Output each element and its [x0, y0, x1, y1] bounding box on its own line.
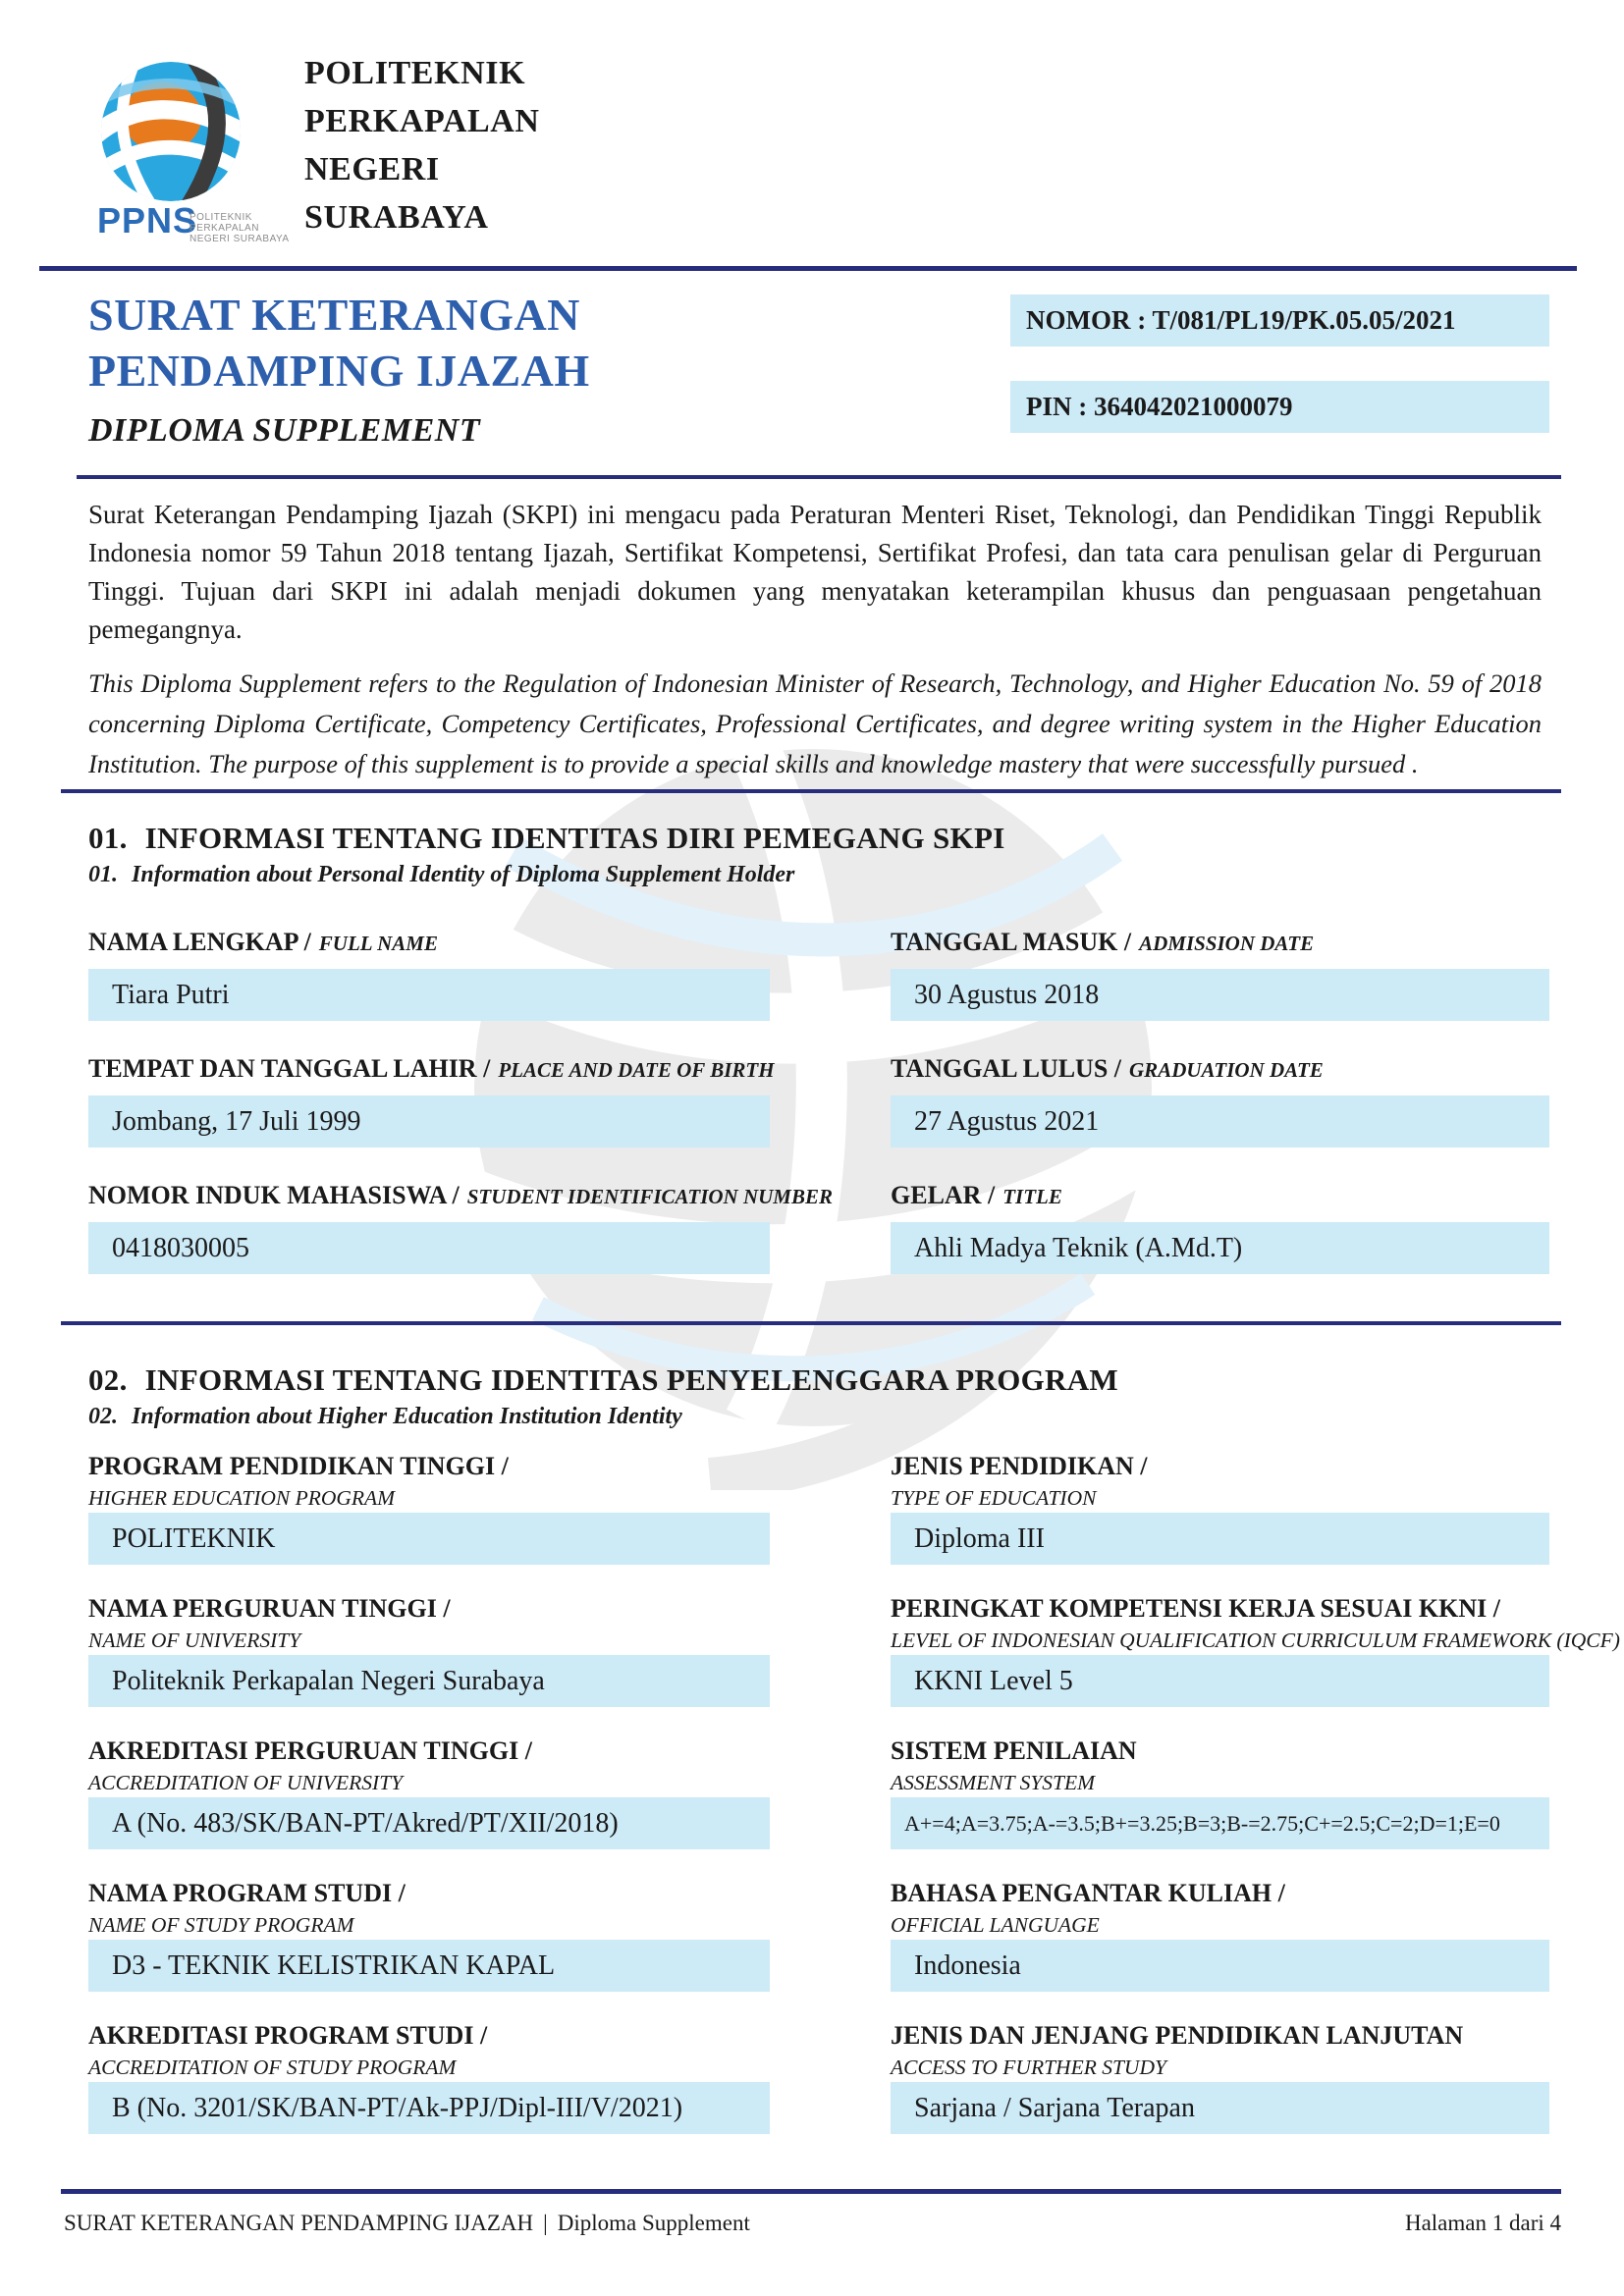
- field-value-box: [891, 1095, 1549, 1148]
- field-value: Ahli Madya Teknik (A.Md.T): [914, 1232, 1243, 1263]
- section2-subheading: [88, 1404, 682, 1430]
- field-label-en: ADMISSION DATE: [1139, 932, 1315, 955]
- field-label-en: OFFICIAL LANGUAGE: [891, 1913, 1100, 1937]
- intro-divider: [61, 789, 1561, 793]
- section1-heading-text: INFORMASI TENTANG IDENTITAS DIRI PEMEGANG SKPI: [144, 821, 1005, 855]
- field-label-en: ASSESSMENT SYSTEM: [891, 1771, 1096, 1794]
- intro-paragraph-english: This Diploma Supplement refers to the Regulation of Indonesian Minister of Research, Technology, and Higher Education No. 59 of 2018 concerning Diploma Certificate, Competency Certificates, Professional Certificates, and degree writing system in the Higher Education Institution. The purpose of this supplement is to provide a special skills and knowledge mastery that were successfully pursued .: [88, 668, 1542, 778]
- institution-name-line: SURABAYA: [304, 199, 489, 236]
- field-label-id: NAMA LENGKAP /: [88, 928, 311, 956]
- section2-heading-text: INFORMASI TENTANG IDENTITAS PENYELENGGARA PROGRAM: [144, 1362, 1118, 1397]
- field-value: KKNI Level 5: [914, 1665, 1073, 1696]
- field-peringkat-kompetensi-kkni: [891, 1591, 1620, 1707]
- field-value: Sarjana / Sarjana Terapan: [914, 2092, 1195, 2123]
- pin-value: PIN : 364042021000079: [1026, 392, 1293, 421]
- field-label-en: NAME OF STUDY PROGRAM: [88, 1913, 354, 1937]
- field-label-en: TITLE: [1002, 1185, 1062, 1208]
- field-label: [88, 1180, 833, 1212]
- field-value-box: [88, 969, 770, 1021]
- field-label-id: JENIS DAN JENJANG PENDIDIKAN LANJUTAN: [891, 2021, 1464, 2050]
- field-value-box: [891, 969, 1549, 1021]
- field-tanggal-masuk: [891, 927, 1549, 1021]
- institution-name-line: POLITEKNIK: [304, 55, 526, 91]
- document-title-line1: SURAT KETERANGAN: [88, 290, 580, 340]
- field-value-box: [891, 1940, 1549, 1992]
- field-value: Tiara Putri: [112, 979, 230, 1010]
- field-label-en: ACCREDITATION OF UNIVERSITY: [88, 1771, 404, 1794]
- field-label-en: NAME OF UNIVERSITY: [88, 1629, 301, 1652]
- section1-right-column: [891, 927, 1549, 1307]
- field-label-id: BAHASA PENGANTAR KULIAH /: [891, 1879, 1285, 1907]
- section1-heading: [88, 821, 1005, 856]
- nomor-value: NOMOR : T/081/PL19/PK.05.05/2021: [1026, 305, 1456, 335]
- field-label-en: PLACE AND DATE OF BIRTH: [498, 1058, 775, 1082]
- field-label-id: PROGRAM PENDIDIKAN TINGGI /: [88, 1452, 509, 1480]
- section2-heading: [88, 1362, 1118, 1398]
- section2-subheading-text: Information about Higher Education Institution Identity: [132, 1404, 682, 1429]
- field-gelar: [891, 1180, 1549, 1274]
- field-value: Jombang, 17 Juli 1999: [112, 1105, 361, 1137]
- field-label-id: PERINGKAT KOMPETENSI KERJA SESUAI KKNI /: [891, 1594, 1500, 1623]
- field-label-en: FULL NAME: [318, 932, 438, 955]
- header-divider: [39, 266, 1577, 271]
- section2-divider: [61, 1321, 1561, 1325]
- field-value: D3 - TEKNIK KELISTRIKAN KAPAL: [112, 1949, 556, 1981]
- field-value: 30 Agustus 2018: [914, 979, 1100, 1010]
- institution-name-line: NEGERI: [304, 151, 440, 187]
- field-label-id: NAMA PROGRAM STUDI /: [88, 1879, 406, 1907]
- institution-name-line: PERKAPALAN: [304, 103, 540, 139]
- field-value: Politeknik Perkapalan Negeri Surabaya: [112, 1665, 545, 1696]
- footer-left: [64, 2211, 750, 2236]
- field-tempat-tanggal-lahir: [88, 1053, 775, 1148]
- nomor-box: [1010, 294, 1549, 347]
- field-value-box: [891, 1655, 1549, 1707]
- field-label-en: TYPE OF EDUCATION: [891, 1486, 1097, 1510]
- field-akreditasi-perguruan-tinggi: [88, 1734, 770, 1849]
- field-label-id: AKREDITASI PROGRAM STUDI /: [88, 2021, 488, 2050]
- field-value: A (No. 483/SK/BAN-PT/Akred/PT/XII/2018): [112, 1807, 619, 1839]
- field-value-box: [88, 1797, 770, 1849]
- footer-divider: [61, 2189, 1561, 2194]
- field-nama-perguruan-tinggi: [88, 1591, 770, 1707]
- field-label-id: GELAR /: [891, 1181, 996, 1209]
- logo-subtext-line: NEGERI SURABAYA: [189, 234, 290, 244]
- field-label-en: ACCREDITATION OF STUDY PROGRAM: [88, 2056, 457, 2079]
- field-label: [88, 1053, 775, 1086]
- section1-subheading-number: 01.: [88, 862, 118, 887]
- section2-heading-number: 02.: [88, 1362, 128, 1397]
- field-label: [891, 1180, 1549, 1212]
- field-nomor-induk-mahasiswa: [88, 1180, 833, 1274]
- field-label-id: AKREDITASI PERGURUAN TINGGI /: [88, 1736, 532, 1765]
- field-value: A+=4;A=3.75;A-=3.5;B+=3.25;B=3;B-=2.75;C+=2.5;C=2;D=1;E=0: [904, 1810, 1500, 1836]
- field-label-id: TANGGAL MASUK /: [891, 928, 1132, 956]
- field-pendidikan-lanjutan: [891, 2018, 1549, 2134]
- ppns-acronym: PPNS: [97, 200, 198, 240]
- field-nama-program-studi: [88, 1876, 770, 1992]
- field-value: B (No. 3201/SK/BAN-PT/Ak-PPJ/Dipl-III/V/2021): [112, 2092, 683, 2123]
- footer-page-number: Halaman 1 dari 4: [1404, 2211, 1561, 2235]
- ppns-logo-subtext: [189, 212, 290, 244]
- section2-subheading-number: 02.: [88, 1404, 118, 1429]
- intro-paragraph-indonesian: Surat Keterangan Pendamping Ijazah (SKPI) ini mengacu pada Peraturan Menteri Riset, Teknologi, dan Pendidikan Tinggi Republik Indonesia nomor 59 Tahun 2018 tentang Ijazah, Sertifikat Kompetensi, Sertifikat Profesi, dan tata cara penulisan gelar di Perguruan Tinggi. Tujuan dari SKPI ini adalah menjadi dokumen yang menyatakan keterampilan khusus dan penguasaan pengetahuan pemegangnya.: [88, 500, 1542, 644]
- field-sistem-penilaian: [891, 1734, 1549, 1849]
- field-akreditasi-program-studi: [88, 2018, 770, 2134]
- section2-right-column: [891, 1449, 1620, 2161]
- field-jenis-pendidikan: [891, 1449, 1549, 1565]
- institution-name: [304, 49, 540, 241]
- section2-left-column: [88, 1449, 770, 2161]
- field-value-box: [88, 1655, 770, 1707]
- field-label: [891, 1053, 1549, 1086]
- field-value-box: [88, 1095, 770, 1148]
- footer-document-subtitle: Diploma Supplement: [557, 2211, 750, 2235]
- footer-document-title: SURAT KETERANGAN PENDAMPING IJAZAH: [64, 2211, 534, 2235]
- field-value: Diploma III: [914, 1522, 1045, 1554]
- section1-left-column: [88, 927, 833, 1307]
- field-value-box: [88, 1222, 770, 1274]
- field-value: Indonesia: [914, 1949, 1021, 1981]
- field-label-en: LEVEL OF INDONESIAN QUALIFICATION CURRICULUM FRAMEWORK (IQCF): [891, 1629, 1620, 1652]
- field-value-box: [891, 1513, 1549, 1565]
- logo-subtext-line: POLITEKNIK: [189, 212, 252, 223]
- field-value: 0418030005: [112, 1232, 249, 1263]
- field-value-box: [891, 2082, 1549, 2134]
- pin-box: [1010, 381, 1549, 433]
- document-title-line2: PENDAMPING IJAZAH: [88, 346, 590, 396]
- field-label: [891, 927, 1549, 959]
- field-value-box: [88, 1513, 770, 1565]
- field-value: POLITEKNIK: [112, 1522, 276, 1554]
- field-value-box: [88, 1940, 770, 1992]
- ppns-logo: [98, 59, 244, 204]
- field-program-pendidikan-tinggi: [88, 1449, 770, 1565]
- field-label-en: ACCESS TO FURTHER STUDY: [891, 2056, 1166, 2079]
- section1-subheading: [88, 862, 794, 888]
- field-label-en: GRADUATION DATE: [1129, 1058, 1324, 1082]
- section1-heading-number: 01.: [88, 821, 128, 855]
- field-label-id: NOMOR INDUK MAHASISWA /: [88, 1181, 460, 1209]
- logo-subtext-line: PERKAPALAN: [189, 223, 259, 234]
- title-divider: [77, 475, 1561, 479]
- field-label-id: JENIS PENDIDIKAN /: [891, 1452, 1148, 1480]
- field-tanggal-lulus: [891, 1053, 1549, 1148]
- document-subtitle: DIPLOMA SUPPLEMENT: [88, 412, 481, 449]
- field-label-id: TANGGAL LULUS /: [891, 1054, 1122, 1083]
- field-value-box: [891, 1222, 1549, 1274]
- page-footer: [64, 2211, 1561, 2236]
- field-label-id: SISTEM PENILAIAN: [891, 1736, 1137, 1765]
- field-label-en: STUDENT IDENTIFICATION NUMBER: [466, 1185, 833, 1208]
- field-bahasa-pengantar-kuliah: [891, 1876, 1549, 1992]
- section1-subheading-text: Information about Personal Identity of Diploma Supplement Holder: [132, 862, 795, 887]
- footer-separator: |: [543, 2211, 548, 2235]
- field-value-box: [88, 2082, 770, 2134]
- field-label: [88, 927, 770, 959]
- field-value: 27 Agustus 2021: [914, 1105, 1100, 1137]
- field-nama-lengkap: [88, 927, 770, 1021]
- field-label-id: NAMA PERGURUAN TINGGI /: [88, 1594, 451, 1623]
- field-label-en: HIGHER EDUCATION PROGRAM: [88, 1486, 396, 1510]
- field-label-id: TEMPAT DAN TANGGAL LAHIR /: [88, 1054, 491, 1083]
- field-value-box: [891, 1797, 1549, 1849]
- document-title: [88, 287, 590, 399]
